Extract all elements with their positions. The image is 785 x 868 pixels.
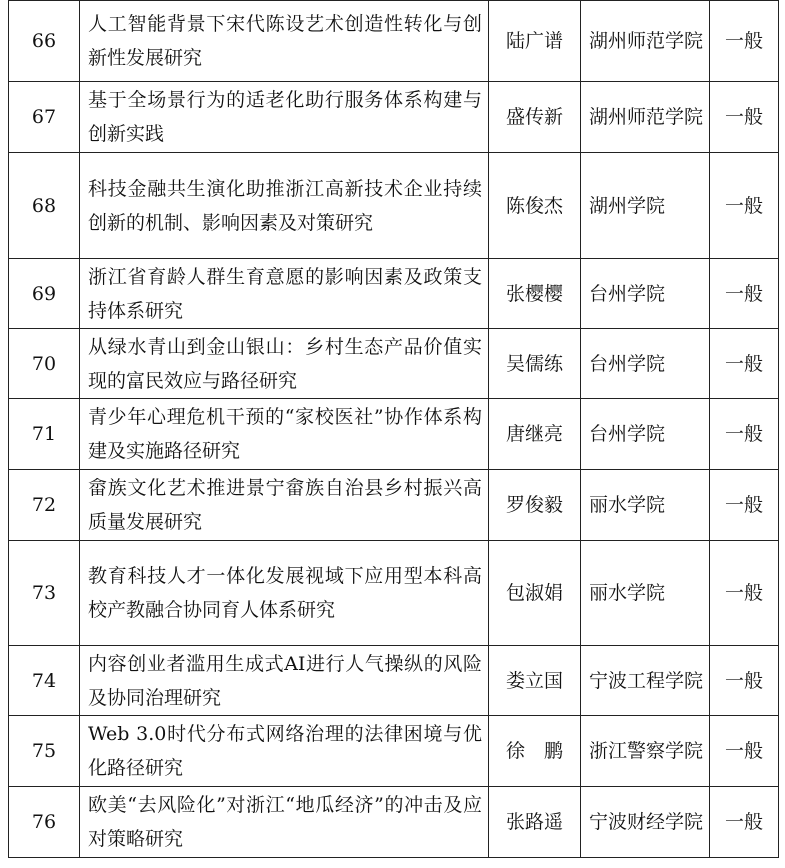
institution: 台州学院 [581,329,710,399]
project-grade: 一般 [710,787,779,858]
table-row [9,716,779,787]
project-title: 教育科技人才一体化发展视域下应用型本科高校产教融合协同育人体系研究 [80,541,489,646]
project-title: 基于全场景行为的适老化助行服务体系构建与创新实践 [80,82,489,153]
row-number: 73 [9,541,80,646]
project-title: 浙江省育龄人群生育意愿的影响因素及政策支持体系研究 [80,259,489,329]
row-number: 69 [9,259,80,329]
project-leader: 徐 鹏 [489,716,581,787]
institution: 宁波财经学院 [581,787,710,858]
institution: 湖州师范学院 [581,1,710,82]
institution: 台州学院 [581,399,710,470]
institution: 湖州学院 [581,153,710,259]
project-leader: 陈俊杰 [489,153,581,259]
table-row [9,153,779,259]
project-grade: 一般 [710,646,779,716]
table-row [9,646,779,716]
table-row [9,541,779,646]
project-leader: 包淑娟 [489,541,581,646]
row-number: 67 [9,82,80,153]
project-leader: 罗俊毅 [489,470,581,541]
institution: 丽水学院 [581,470,710,541]
project-grade: 一般 [710,716,779,787]
project-leader: 张路遥 [489,787,581,858]
table-row [9,470,779,541]
project-grade: 一般 [710,470,779,541]
project-grade: 一般 [710,399,779,470]
project-title: Web 3.0时代分布式网络治理的法律困境与优化路径研究 [80,716,489,787]
table-row [9,787,779,858]
project-leader: 张樱樱 [489,259,581,329]
project-title: 科技金融共生演化助推浙江高新技术企业持续创新的机制、影响因素及对策研究 [80,153,489,259]
institution: 宁波工程学院 [581,646,710,716]
project-grade: 一般 [710,1,779,82]
project-leader: 陆广谱 [489,1,581,82]
project-grade: 一般 [710,329,779,399]
institution: 台州学院 [581,259,710,329]
row-number: 70 [9,329,80,399]
project-grade: 一般 [710,82,779,153]
project-grade: 一般 [710,153,779,259]
project-title: 青少年心理危机干预的“家校医社”协作体系构建及实施路径研究 [80,399,489,470]
institution: 浙江警察学院 [581,716,710,787]
institution: 丽水学院 [581,541,710,646]
table-row [9,329,779,399]
project-title: 畲族文化艺术推进景宁畲族自治县乡村振兴高质量发展研究 [80,470,489,541]
row-number: 72 [9,470,80,541]
project-leader: 盛传新 [489,82,581,153]
row-number: 76 [9,787,80,858]
row-number: 68 [9,153,80,259]
row-number: 74 [9,646,80,716]
project-title: 从绿水青山到金山银山：乡村生态产品价值实现的富民效应与路径研究 [80,329,489,399]
project-leader: 娄立国 [489,646,581,716]
project-grade: 一般 [710,259,779,329]
project-title: 人工智能背景下宋代陈设艺术创造性转化与创新性发展研究 [80,1,489,82]
row-number: 71 [9,399,80,470]
row-number: 75 [9,716,80,787]
row-number: 66 [9,1,80,82]
table-row [9,82,779,153]
table-row [9,259,779,329]
institution: 湖州师范学院 [581,82,710,153]
project-grade: 一般 [710,541,779,646]
table-row [9,399,779,470]
project-title: 内容创业者滥用生成式AI进行人气操纵的风险及协同治理研究 [80,646,489,716]
project-leader: 吴儒练 [489,329,581,399]
project-table [8,0,779,858]
project-title: 欧美“去风险化”对浙江“地瓜经济”的冲击及应对策略研究 [80,787,489,858]
table-row [9,1,779,82]
project-leader: 唐继亮 [489,399,581,470]
